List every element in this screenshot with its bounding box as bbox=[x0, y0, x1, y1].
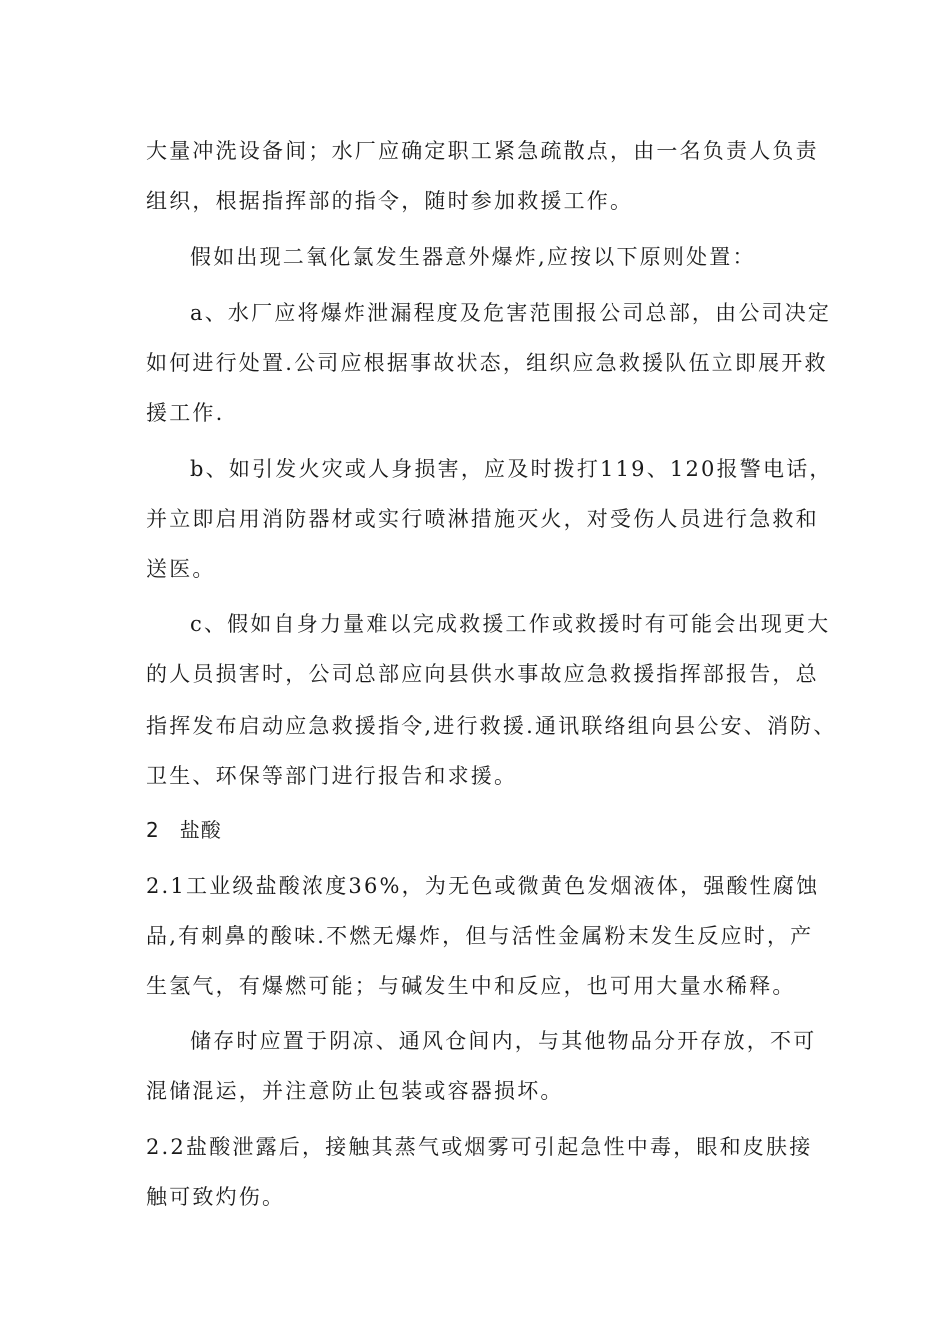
section-title: 盐酸 bbox=[179, 818, 222, 842]
paragraph-line: a、水厂应将爆炸泄漏程度及危害范围报公司总部，由公司决定 bbox=[190, 301, 832, 325]
paragraph-line: 2.1工业级盐酸浓度36%，为无色或微黄色发烟液体，强酸性腐蚀 bbox=[146, 874, 820, 898]
paragraph-line: 送医。 bbox=[146, 557, 216, 581]
paragraph-line: 的人员损害时，公司总部应向县供水事故应急救援指挥部报告，总 bbox=[146, 662, 819, 686]
section-number: 2 bbox=[146, 818, 160, 842]
paragraph-line: 2.2盐酸泄露后，接触其蒸气或烟雾可引起急性中毒，眼和皮肤接 bbox=[146, 1135, 813, 1159]
paragraph-line: 并立即启用消防器材或实行喷淋措施灭火，对受伤人员进行急救和 bbox=[146, 507, 819, 531]
paragraph-line: 生氢气，有爆燃可能；与碱发生中和反应，也可用大量水稀释。 bbox=[146, 974, 796, 998]
paragraph-line: 假如出现二氧化氯发生器意外爆炸,应按以下原则处置： bbox=[190, 245, 756, 269]
paragraph-line: 触可致灼伤。 bbox=[146, 1185, 286, 1209]
paragraph-line: 品,有刺鼻的酸味.不燃无爆炸，但与活性金属粉末发生反应时，产 bbox=[146, 924, 814, 948]
paragraph-line: 援工作. bbox=[146, 401, 225, 425]
paragraph-line: 混储混运，并注意防止包装或容器损坏。 bbox=[146, 1079, 564, 1103]
paragraph-line: 卫生、环保等部门进行报告和求援。 bbox=[146, 764, 518, 788]
paragraph-line: 组织，根据指挥部的指令，随时参加救援工作。 bbox=[146, 189, 634, 213]
paragraph-line: 储存时应置于阴凉、通风仓间内，与其他物品分开存放，不可 bbox=[190, 1029, 817, 1053]
paragraph-line: c、假如自身力量难以完成救援工作或救援时有可能会出现更大 bbox=[190, 612, 831, 636]
paragraph-line: 指挥发布启动应急救援指令,进行救援.通讯联络组向县公安、消防、 bbox=[146, 714, 837, 738]
paragraph-line: b、如引发火灾或人身损害，应及时拨打119、120报警电话， bbox=[190, 457, 833, 481]
paragraph-line: 如何进行处置.公司应根据事故状态，组织应急救援队伍立即展开救 bbox=[146, 351, 828, 375]
section-heading bbox=[146, 816, 222, 844]
paragraph-line: 大量冲洗设备间；水厂应确定职工紧急疏散点，由一名负责人负责 bbox=[146, 139, 819, 163]
